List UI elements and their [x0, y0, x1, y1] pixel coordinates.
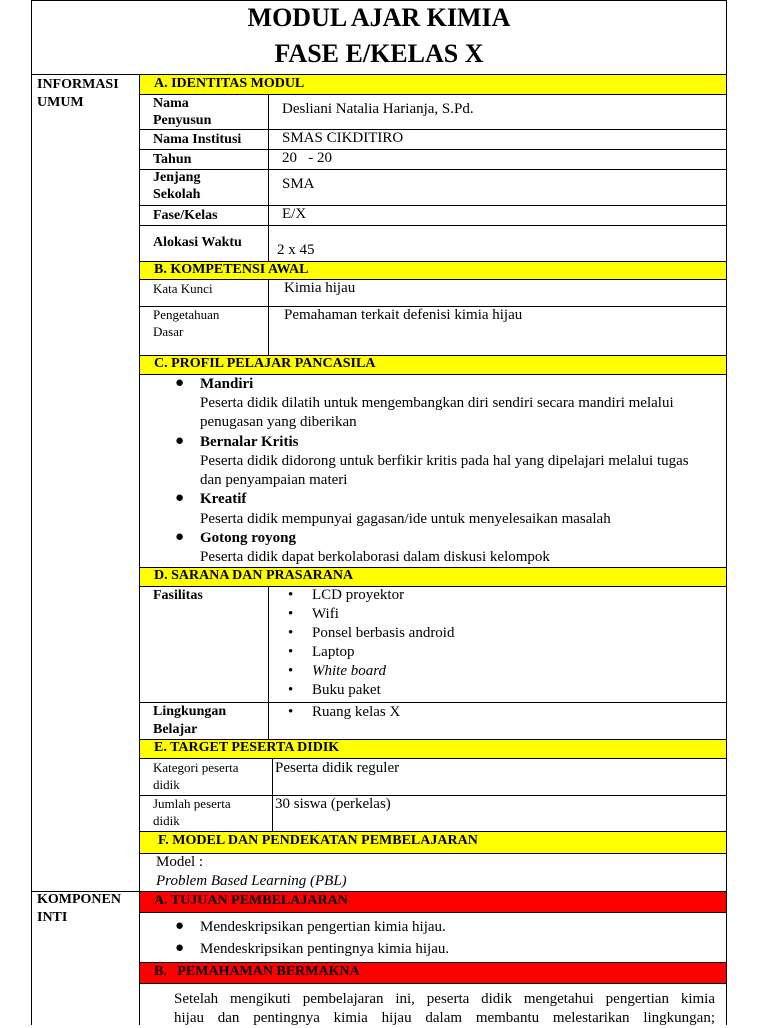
document-title-line1: MODUL AJAR KIMIA: [247, 3, 511, 32]
fasilitas-bullets: • • • • • •: [288, 587, 294, 698]
fasilitas-item: White board: [312, 663, 387, 679]
sarana-label-fasilitas: Fasilitas: [153, 588, 203, 603]
fasilitas-item: Buku paket: [312, 682, 381, 698]
module-page: [31, 0, 727, 1025]
side-label-informasi-umum: INFORMASI UMUM: [37, 77, 119, 110]
profil-item-name: Mandiri: [200, 376, 254, 392]
kompetensi-value-pengetahuan-dasar: Pemahaman terkait defenisi kimia hijau: [284, 307, 523, 323]
identitas-label-fase-kelas: Fase/Kelas: [153, 208, 218, 223]
identitas-label-nama-institusi: Nama Institusi: [153, 132, 242, 147]
side-label-komponen-inti: KOMPONEN INTI: [37, 892, 121, 925]
kompetensi-label-pengetahuan-dasar: Pengetahuan Dasar: [153, 307, 220, 339]
identitas-value-nama-penyusun: Desliani Natalia Harianja, S.Pd.: [282, 101, 474, 117]
identitas-value-alokasi-waktu: 2 x 45: [277, 242, 315, 258]
section-pemahaman-header: B. PEMAHAMAN BERMAKNA: [140, 963, 726, 983]
identitas-value-tahun: 20 - 20: [282, 150, 332, 166]
tujuan-item: Mendeskripsikan pengertian kimia hijau.: [200, 919, 446, 935]
section-identitas-header: A. IDENTITAS MODUL: [140, 75, 726, 94]
fasilitas-list: [312, 586, 454, 700]
identitas-value-jenjang-sekolah: SMA: [282, 176, 315, 192]
identitas-value-fase-kelas: E/X: [282, 206, 307, 222]
lingkungan-bullet-icon: •: [288, 704, 294, 720]
tujuan-item: Mendeskripsikan pentingnya kimia hijau.: [200, 941, 450, 957]
section-profil-header: C. PROFIL PELAJAR PANCASILA: [140, 356, 726, 374]
pemahaman-line: hijau dan pentingnya kimia hijau dalam membantu melestarikan lingkungan;: [174, 1010, 715, 1026]
sarana-label-lingkungan-belajar: Lingkungan Belajar: [153, 704, 227, 737]
pemahaman-line: Setelah mengikuti pembelajaran ini, peserta didik mengetahui pengertian kimia: [174, 991, 715, 1007]
identitas-label-jenjang-sekolah: Jenjang Sekolah: [153, 170, 201, 202]
section-model-header: F. MODEL DAN PENDEKATAN PEMBELAJARAN: [140, 832, 726, 853]
profil-bullet-icon: ●: [175, 375, 185, 391]
profil-bullet-icon: ●: [175, 433, 185, 449]
kompetensi-label-kata-kunci: Kata Kunci: [153, 281, 213, 296]
identitas-label-nama-penyusun: Nama Penyusun: [153, 96, 212, 128]
fasilitas-item: Laptop: [312, 644, 355, 660]
profil-bullet-icon: ●: [175, 490, 185, 506]
identitas-value-nama-institusi: SMAS CIKDITIRO: [282, 130, 404, 146]
profil-item-desc: Peserta didik dilatih untuk mengembangkan diri sendiri secara mandiri melalui penugasan yang diberikan: [200, 395, 674, 430]
section-target-header: E. TARGET PESERTA DIDIK: [140, 740, 726, 758]
target-label-kategori: Kategori peserta didik: [153, 760, 239, 792]
section-tujuan-header: A. TUJUAN PEMBELAJARAN: [140, 892, 726, 912]
profil-item-name: Bernalar Kritis: [200, 434, 299, 450]
identitas-label-alokasi-waktu: Alokasi Waktu: [153, 235, 242, 250]
model-value: Problem Based Learning (PBL): [156, 873, 347, 889]
profil-bullet-icon: ●: [175, 529, 185, 545]
tujuan-bullet-icon: ●: [175, 940, 185, 956]
lingkungan-item: Ruang kelas X: [312, 704, 401, 720]
model-label: Model :: [156, 854, 204, 870]
fasilitas-item: Ponsel berbasis android: [312, 625, 455, 641]
section-sarana-header: D. SARANA DAN PRASARANA: [140, 568, 726, 586]
fasilitas-item: LCD proyektor: [312, 587, 405, 603]
target-value-jumlah: 30 siswa (perkelas): [275, 796, 391, 812]
profil-item-desc: Peserta didik mempunyai gagasan/ide untuk menyelesaikan masalah: [200, 511, 611, 527]
fasilitas-item: Wifi: [312, 606, 339, 622]
profil-item-desc: Peserta didik dapat berkolaborasi dalam diskusi kelompok: [200, 549, 550, 565]
target-value-kategori: Peserta didik reguler: [275, 760, 400, 776]
tujuan-bullet-icon: ●: [175, 918, 185, 934]
identitas-label-tahun: Tahun: [153, 152, 192, 167]
target-label-jumlah: Jumlah peserta didik: [153, 796, 231, 828]
profil-item-name: Kreatif: [200, 491, 247, 507]
profil-item-name: Gotong royong: [200, 530, 296, 546]
section-kompetensi-header: B. KOMPETENSI AWAL: [140, 262, 726, 279]
document-title-line2: FASE E/KELAS X: [274, 39, 484, 68]
profil-item-desc: Peserta didik didorong untuk berfikir kritis pada hal yang dipelajari melalui tugas dan penyampaian materi: [200, 453, 689, 488]
kompetensi-value-kata-kunci: Kimia hijau: [284, 280, 356, 296]
